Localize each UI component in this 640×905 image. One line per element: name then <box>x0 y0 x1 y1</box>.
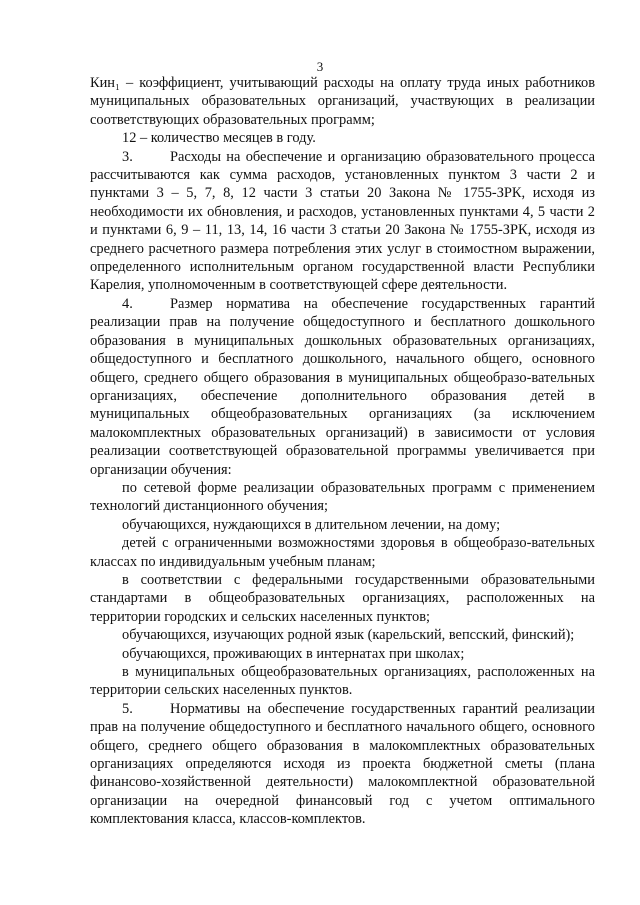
paragraph-text: Нормативы на обеспечение государственных гарантий реализации прав на получение общедоступного и бесплатного начального общего, основного общего, среднего общего образования в малокомплектных образовательных организациях определяются исходя из проекта бюджетной сметы (плана финансово-хозяйственной деятельности) малокомплектной образовательной организации на очередной финансовый год с учетом оптимального комплектования класса, классов-комплектов. <box>90 700 595 828</box>
list-item-distance-learning: по сетевой форме реализации образовательных программ с применением технологий дистанционного обучения; <box>90 479 595 515</box>
item-number: 3. <box>122 148 133 165</box>
paragraph-text: Расходы на обеспечение и организацию образовательного процесса рассчитываются как сумма расходов, установленных пунктом 3 части 2 и пунктами 3 – 5, 7, 8, 12 части 3 статьи 20 Закона № 1755-ЗРК, исходя из необходимости их обновления, и расходов, установленных пунктами 4, 5 части 2 и пунктами 6, 9 – 11, 13, 14, 16 части 3 статьи 20 Закона № 1755-ЗРК, исходя из среднего расчетного размера потребления этих услуг в стоимостном выражении, определенного исполнительным органом государственной власти Республики Карелия, уполномоченным в соответствующей сфере деятельности. <box>90 148 595 294</box>
list-item-rural-schools: в муниципальных общеобразовательных организациях, расположенных на территории сельских населенных пунктов. <box>90 664 595 699</box>
list-item-federal-standards: в соответствии с федеральными государственными образовательными стандартами в общеобразовательных организациях, расположенных на территории городских и сельских населенных пунктов; <box>90 571 595 625</box>
document-body <box>90 74 595 829</box>
paragraph-text: Размер норматива на обеспечение государственных гарантий реализации прав на получение общедоступного и бесплатного дошкольного образования в муниципальных дошкольных образовательных организациях, общедоступного и бесплатного дошкольного, начального общего, основного общего, среднего общего образования в муниципальных общеобразо-вательных организациях, обеспечение дополнительного образования детей в муниципальных общеобразовательных организациях (за исключением малокомплектных образовательных организаций) в зависимости от условия реализации соответствующей образовательной программы увеличивается при организации обучения: <box>90 295 595 478</box>
paragraph-item-3 <box>90 148 595 295</box>
list-item-native-language: обучающихся, изучающих родной язык (карельский, вепсский, финский); <box>122 627 575 644</box>
paragraph-item-5 <box>90 700 595 829</box>
item-number: 4. <box>122 295 133 312</box>
paragraph-kin-definition: Кин₁ – коэффициент, учитывающий расходы на оплату труда иных работников муниципальных образовательных организаций, участвующих в реализации соответствующих образовательных программ; <box>90 75 595 128</box>
page-number: 3 <box>316 59 324 74</box>
list-item-boarding-schools: обучающихся, проживающих в интернатах при школах; <box>122 645 465 662</box>
list-item-home-schooling: обучающихся, нуждающихся в длительном лечении, на дому; <box>122 516 501 533</box>
paragraph-months-definition: 12 – количество месяцев в году. <box>122 130 316 147</box>
item-number: 5. <box>122 700 133 717</box>
paragraph-item-4 <box>90 295 595 479</box>
list-item-disabilities: детей с ограниченными возможностями здоровья в общеобразо-вательных классах по индивидуальным учебным планам; <box>90 535 595 570</box>
